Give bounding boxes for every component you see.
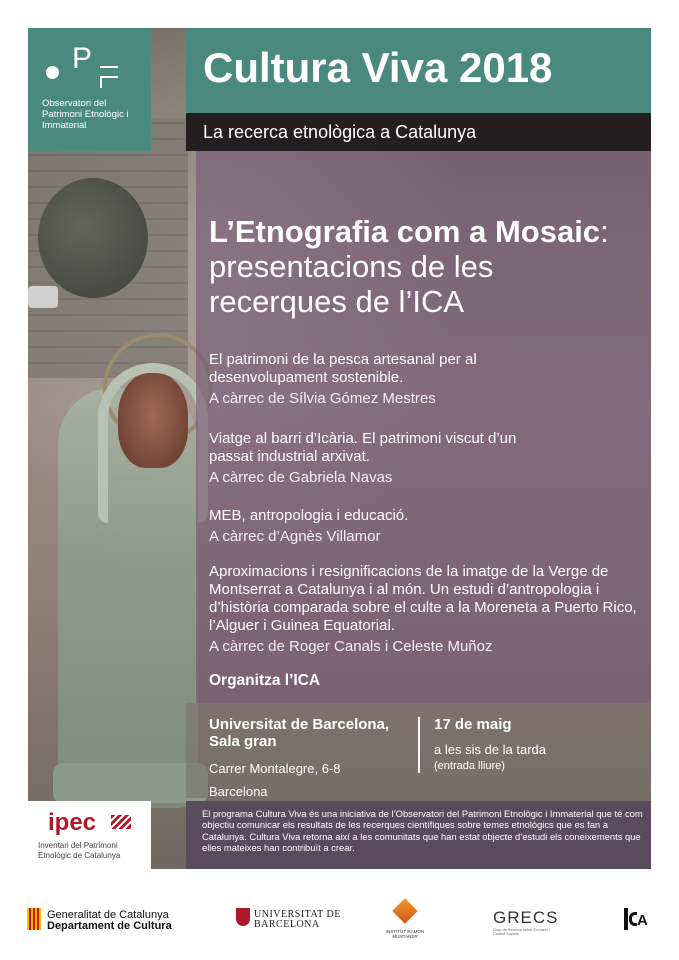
talk-title: El patrimoni de la pesca artesanal per al desenvolupament sostenible.	[209, 351, 477, 386]
catalan-flag-icon	[27, 908, 41, 930]
grecs-logo	[493, 908, 559, 936]
grecs-word: GRECS	[493, 908, 559, 927]
talk-title: MEB, antropologia i educació.	[209, 507, 409, 524]
subtitle-band	[186, 113, 651, 151]
venue-divider	[418, 717, 420, 773]
logo-text: Observatori del Patrimoni Etnològic i Immaterial	[42, 98, 129, 131]
talk-title: Viatge al barri d’Icària. El patrimoni viscut d’un passat industrial arxivat.	[209, 430, 517, 465]
ipec-text: Inventari del Patrimoni Etnològic de Catalunya	[38, 841, 121, 860]
ica-c-icon	[629, 912, 637, 926]
talk-item	[209, 351, 519, 408]
title-band	[186, 28, 651, 113]
venue-city: Barcelona	[209, 784, 268, 799]
iram-text: INSTITUT RAMON MUNTANER	[385, 929, 425, 939]
statue-head	[118, 373, 188, 468]
venue-location	[209, 716, 389, 800]
sponsor-footer	[0, 880, 679, 960]
ub-shield-icon	[236, 908, 250, 926]
logo-letter: P	[72, 42, 93, 75]
talk-item	[209, 430, 549, 487]
venue-name-line2: Sala gran	[209, 733, 277, 750]
talk-item	[209, 507, 649, 546]
grecs-subtitle: Grup de Recerca sobre Exclusió i Control Socials	[493, 928, 550, 936]
ub-line2: BARCELONA	[254, 919, 320, 930]
car-photo	[28, 286, 58, 308]
generalitat-line2: Departament de Cultura	[47, 920, 172, 932]
logo-dot-icon	[46, 66, 59, 79]
statue-base	[53, 763, 208, 803]
venue-datetime	[434, 716, 546, 775]
iram-logo	[375, 900, 435, 940]
ipec-logo	[28, 801, 151, 869]
info-band	[186, 801, 651, 869]
tree-photo	[38, 178, 148, 298]
ica-letter: A	[637, 912, 648, 929]
poster	[28, 28, 651, 869]
headline-rest: : presentacions de les recerques de l’ICA	[209, 214, 609, 319]
talk-speaker: A càrrec de Roger Canals i Celeste Muñoz	[209, 638, 493, 655]
observatori-logo	[28, 28, 151, 151]
venue-strip	[186, 703, 651, 798]
venue-address: Carrer Montalegre, 6-8	[209, 761, 341, 776]
event-time: a les sis de la tarda	[434, 742, 547, 757]
talk-speaker: A càrrec de Gabriela Navas	[209, 469, 393, 486]
page-title: Cultura Viva 2018	[203, 44, 553, 91]
talk-title: Aproximacions i resignificacions de la imatge de la Verge de Montserrat a Catalunya i al món. Un estudi d’antropologia i d’història comparada sobre el culte a la Moreneta a Puerto Rico, l’Alguer i Guinea Equatorial.	[209, 563, 637, 634]
headline-bold: L’Etnografia com a Mosaic	[209, 214, 601, 249]
talk-item	[209, 563, 649, 656]
logo-e-icon	[100, 66, 118, 88]
talk-speaker: A càrrec de Sílvia Gómez Mestres	[209, 390, 436, 407]
event-entry: (entrada lliure)	[434, 760, 505, 772]
event-date: 17 de maig	[434, 716, 512, 733]
generalitat-line1: Generalitat de Catalunya	[47, 909, 169, 921]
page-subtitle: La recerca etnològica a Catalunya	[203, 122, 477, 142]
info-text: El programa Cultura Viva és una iniciativa de l’Observatori del Patrimoni Etnològic i Immaterial que té com objectiu comunicar els resultats de les recerques científiques sobre temes etnològics que es fan a Catalunya. Cultura Viva retorna així a les comunitats que han estat objecte d’estudi els coneixements que elles mateixes han contribuït a crear.	[202, 808, 643, 854]
ica-i-icon	[624, 908, 628, 930]
ub-line1: UNIVERSITAT DE	[254, 909, 341, 920]
iram-diamond-icon	[392, 898, 417, 923]
ipec-word: ipec	[48, 809, 97, 836]
ipec-mark-icon	[111, 815, 131, 829]
venue-name-line1: Universitat de Barcelona,	[209, 716, 390, 733]
event-headline	[209, 214, 639, 319]
organizer: Organitza l’ICA	[209, 672, 321, 689]
talk-speaker: A càrrec d’Agnès Villamor	[209, 528, 381, 545]
